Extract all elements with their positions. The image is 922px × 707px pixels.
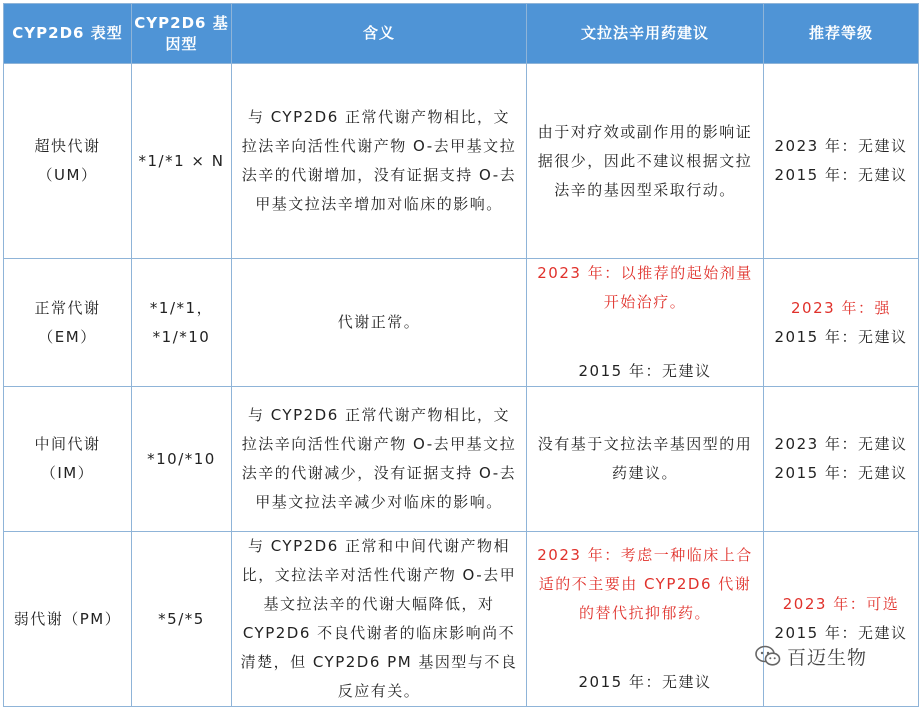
genotype-value: *5/*5 xyxy=(158,609,205,628)
meaning-cell: 代谢正常。 xyxy=(232,259,527,387)
watermark-text: 百迈生物 xyxy=(787,646,868,669)
grade-cell xyxy=(764,387,919,532)
header-recommendation: 文拉法辛用药建议 xyxy=(527,4,764,64)
phenotype-abbr: （IM） xyxy=(40,464,95,482)
phenotype-abbr: （UM） xyxy=(37,166,98,184)
genotype-value: *1/*1， xyxy=(149,298,214,317)
grade-2015: 2015 年：无建议 xyxy=(774,464,908,482)
recommendation-2023: 2023 年：考虑一种临床上合适的不主要由 CYP2D6 代谢的替代抗抑郁药。 xyxy=(537,546,753,622)
grade-cell xyxy=(764,64,919,259)
recommendation-cell xyxy=(527,259,764,387)
grade-2023: 2023 年：可选 xyxy=(782,595,900,613)
phenotype-name: 弱代谢（PM） xyxy=(13,609,122,628)
cyp2d6-guideline-table xyxy=(3,3,919,707)
recommendation-2015: 2015 年：无建议 xyxy=(578,673,712,691)
table-row xyxy=(4,532,919,707)
genotype-cell xyxy=(132,532,232,707)
phenotype-cell xyxy=(4,259,132,387)
phenotype-cell xyxy=(4,64,132,259)
phenotype-name: 正常代谢 xyxy=(34,298,101,317)
table-row xyxy=(4,259,919,387)
recommendation-2023: 2023 年：以推荐的起始剂量开始治疗。 xyxy=(537,264,753,311)
genotype-cell xyxy=(132,64,232,259)
table-header-row xyxy=(4,4,919,64)
recommendation-spacer xyxy=(535,317,755,357)
grade-cell xyxy=(764,532,919,707)
header-grade: 推荐等级 xyxy=(764,4,919,64)
genotype-value-2: *1/*10 xyxy=(152,327,211,346)
phenotype-name: 超快代谢 xyxy=(34,137,101,155)
genotype-value: *1/*1 × N xyxy=(138,151,225,170)
recommendation-cell: 没有基于文拉法辛基因型的用药建议。 xyxy=(527,387,764,532)
genotype-cell xyxy=(132,387,232,532)
header-genotype xyxy=(132,4,232,64)
grade-2015: 2015 年：无建议 xyxy=(774,166,908,184)
genotype-cell xyxy=(132,259,232,387)
table-row xyxy=(4,387,919,532)
grade-2023: 2023 年：无建议 xyxy=(774,137,908,155)
genotype-value: *10/*10 xyxy=(147,449,216,468)
header-genotype-line2: 因型 xyxy=(165,34,198,53)
recommendation-cell xyxy=(527,532,764,707)
phenotype-name: 中间代谢 xyxy=(34,435,101,453)
grade-2023: 2023 年：强 xyxy=(791,298,891,317)
header-meaning: 含义 xyxy=(232,4,527,64)
meaning-cell: 与 CYP2D6 正常代谢产物相比，文拉法辛向活性代谢产物 O-去甲基文拉法辛的代谢增加，没有证据支持 O-去甲基文拉法辛增加对临床的影响。 xyxy=(232,64,527,259)
grade-2015: 2015 年：无建议 xyxy=(774,624,908,642)
table-row xyxy=(4,64,919,259)
grade-2023: 2023 年：无建议 xyxy=(774,435,908,453)
recommendation-cell: 由于对疗效或副作用的影响证据很少，因此不建议根据文拉法辛的基因型采取行动。 xyxy=(527,64,764,259)
wechat-icon xyxy=(755,645,781,667)
watermark xyxy=(755,639,905,673)
header-phenotype: CYP2D6 表型 xyxy=(4,4,132,64)
grade-2015: 2015 年：无建议 xyxy=(774,327,908,346)
phenotype-abbr: （EM） xyxy=(38,327,97,346)
meaning-cell: 与 CYP2D6 正常和中间代谢产物相比，文拉法辛对活性代谢产物 O-去甲基文拉法辛的代谢大幅降低，对 CYP2D6 不良代谢者的临床影响尚不清楚，但 CYP2D6 PM 基因型与不良反应有关。 xyxy=(232,532,527,707)
recommendation-spacer xyxy=(535,628,755,668)
recommendation-2015: 2015 年：无建议 xyxy=(578,362,712,380)
phenotype-cell xyxy=(4,387,132,532)
meaning-cell: 与 CYP2D6 正常代谢产物相比，文拉法辛向活性代谢产物 O-去甲基文拉法辛的代谢减少，没有证据支持 O-去甲基文拉法辛减少对临床的影响。 xyxy=(232,387,527,532)
header-genotype-line1: CYP2D6 基 xyxy=(134,13,229,32)
phenotype-cell xyxy=(4,532,132,707)
grade-cell xyxy=(764,259,919,387)
